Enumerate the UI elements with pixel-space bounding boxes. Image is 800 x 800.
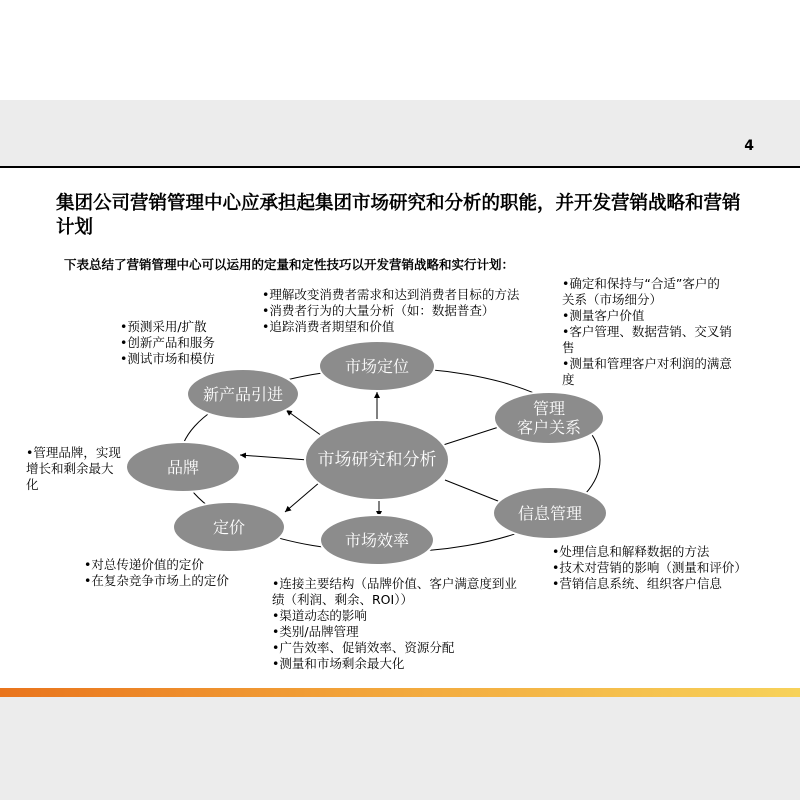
footer-accent-bar <box>0 688 800 697</box>
efficiency-note: •连接主要结构（品牌价值、客户满意度到业 绩（利润、剩余、ROI）） •渠道动态的影响 •类别/品牌管理 •广告效率、促销效率、资源分配 •测量和市场剩余最大化 <box>272 576 517 671</box>
footer-band <box>0 697 800 800</box>
new-product-label: 新产品引进 <box>202 384 283 404</box>
efficiency-label: 市场效率 <box>344 530 409 550</box>
center-label: 市场研究和分析 <box>317 449 437 470</box>
crm-label: 管理 客户关系 <box>516 399 581 437</box>
positioning-note: •理解改变消费者需求和达到消费者目标的方法 •消费者行为的大量分析（如：数据普查） •追踪消费者期望和价值 <box>262 287 520 334</box>
positioning-label: 市场定位 <box>344 356 409 376</box>
pricing-label: 定价 <box>212 517 245 537</box>
brand-note: •管理品牌，实现 增长和剩余最大 化 <box>26 445 121 492</box>
info-label: 信息管理 <box>517 503 582 523</box>
slide-title: 集团公司营销管理中心应承担起集团市场研究和分析的职能，并开发营销战略和营销计划 <box>56 193 741 238</box>
info-note: •处理信息和解释数据的方法 •技术对营销的影响（测量和评价） •营销信息系统、组织客户信息 <box>552 544 747 591</box>
crm-note: •确定和保持与“合适”客户的 关系（市场细分） •测量客户价值 •客户管理、数据营销、交叉销 售 •测量和管理客户对利润的满意 度 <box>562 276 732 387</box>
slide-subtitle: 下表总结了营销管理中心可以运用的定量和定性技巧以开发营销战略和实行计划： <box>64 257 515 272</box>
pricing-note: •对总传递价值的定价 •在复杂竞争市场上的定价 <box>84 557 229 588</box>
page-number: 4 <box>744 138 754 154</box>
brand-label: 品牌 <box>166 457 199 477</box>
new-product-note: •预测采用/扩散 •创新产品和服务 •测试市场和模仿 <box>120 319 215 366</box>
